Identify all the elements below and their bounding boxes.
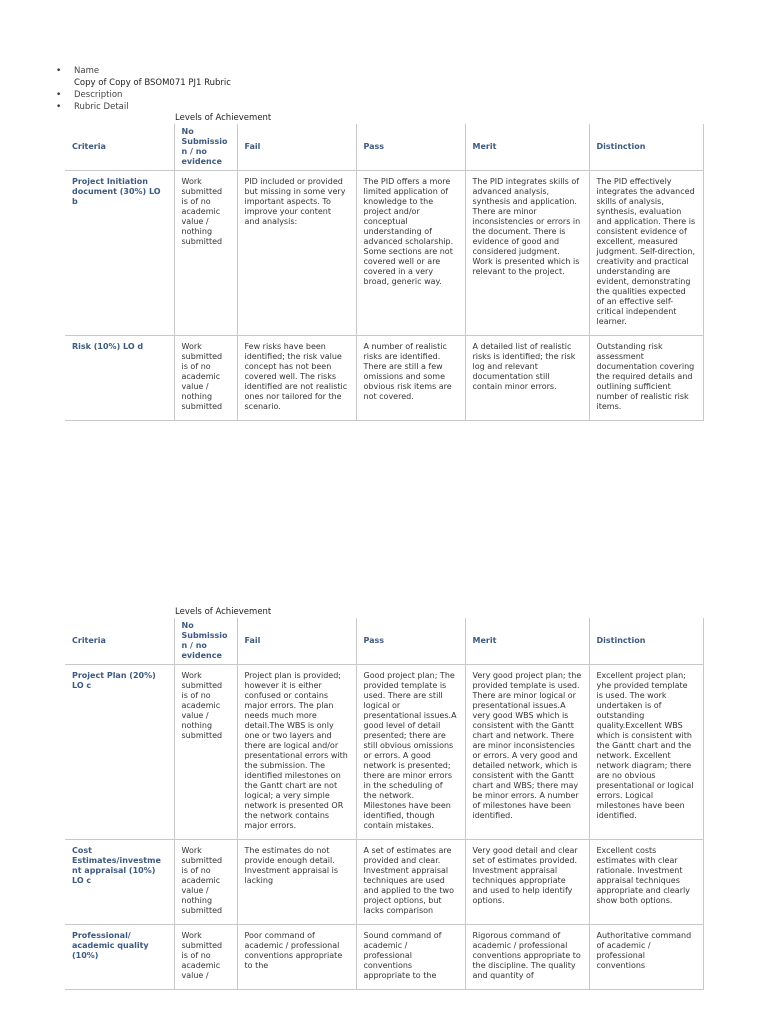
- col-header-pass: Pass: [356, 618, 465, 664]
- header-row: [65, 124, 703, 170]
- fail-cell: Project plan is provided; however it is either confused or contains major errors. The plan needs much more detail.The WBS is only one or two layers and there are logical and/or presentational errors with the submission. The identified milestones on the Gantt chart are not logical; a very simple network is presented OR the network contains major errors.: [237, 664, 356, 839]
- levels-of-achievement-heading-2: Levels of Achievement: [175, 607, 272, 617]
- col-header-fail: Fail: [237, 124, 356, 170]
- no-submission-cell: Work submitted is of no academic value /: [174, 924, 237, 989]
- distinction-cell: Outstanding risk assessment documentation covering the required details and outlining sufficient number of realistic risk items.: [589, 335, 703, 420]
- col-header-distinction: Distinction: [589, 124, 703, 170]
- criteria-cell: Cost Estimates/investment appraisal (10%) LO c: [65, 839, 174, 924]
- col-header-criteria: Criteria: [65, 124, 174, 170]
- distinction-cell: Excellent project plan; yhe provided template is used. The work undertaken is of outstanding quality.Excellent WBS which is consistent with the Gantt chart and the network. Excellent network diagram; there are no obvious presentational or logical errors. Logical milestones have been identified.: [589, 664, 703, 839]
- col-header-pass: Pass: [356, 124, 465, 170]
- fail-cell: Poor command of academic / professional conventions appropriate to the: [237, 924, 356, 989]
- merit-cell: Very good project plan; the provided template is used. There are minor logical or presentational issues.A very good WBS which is consistent with the Gantt chart and network. There are minor inconsistencies or errors. A very good and detailed network, which is consistent with the Gantt chart and WBS; there may be minor errors. A number of milestones have been identified.: [465, 664, 589, 839]
- no-submission-cell: Work submitted is of no academic value / nothing submitted: [174, 839, 237, 924]
- col-header-merit: Merit: [465, 618, 589, 664]
- rubric-fields-list: [56, 65, 231, 113]
- rubric-table-2: [65, 618, 704, 990]
- criteria-cell: Project Initiation document (30%) LO b: [65, 170, 174, 335]
- pass-cell: Good project plan; The provided template is used. There are still logical or presentational issues.A good level of detail presented; there are still obvious omissions or errors. A good network is presented; there are minor errors in the scheduling of the network. Milestones have been identified, though contain mistakes.: [356, 664, 465, 839]
- pass-cell: A number of realistic risks are identified. There are still a few omissions and some obvious risk items are not covered.: [356, 335, 465, 420]
- levels-of-achievement-heading-1: Levels of Achievement: [175, 113, 272, 123]
- table-row: [65, 335, 703, 420]
- rubric-table-1: [65, 124, 704, 421]
- fail-cell: Few risks have been identified; the risk value concept has not been covered well. The risks identified are not realistic ones nor tailored for the scenario.: [237, 335, 356, 420]
- no-submission-cell: Work submitted is of no academic value / nothing submitted: [174, 664, 237, 839]
- col-header-distinction: Distinction: [589, 618, 703, 664]
- no-submission-cell: Work submitted is of no academic value / nothing submitted: [174, 335, 237, 420]
- header-row: [65, 618, 703, 664]
- name-label: • Name: [56, 65, 231, 77]
- col-header-fail: Fail: [237, 618, 356, 664]
- col-header-criteria: Criteria: [65, 618, 174, 664]
- criteria-cell: Project Plan (20%) LO c: [65, 664, 174, 839]
- col-header-no-submission: No Submission / no evidence: [174, 618, 237, 664]
- distinction-cell: Excellent costs estimates with clear rationale. Investment appraisal techniques appropriate and clearly show both options.: [589, 839, 703, 924]
- criteria-cell: Risk (10%) LO d: [65, 335, 174, 420]
- criteria-cell: Professional/ academic quality (10%): [65, 924, 174, 989]
- table-row: [65, 924, 703, 989]
- col-header-no-submission: No Submission / no evidence: [174, 124, 237, 170]
- merit-cell: Very good detail and clear set of estimates provided. Investment appraisal techniques appropriate and used to help identify options.: [465, 839, 589, 924]
- distinction-cell: Authoritative command of academic / professional conventions: [589, 924, 703, 989]
- pass-cell: Sound command of academic / professional conventions appropriate to the: [356, 924, 465, 989]
- distinction-cell: The PID effectively integrates the advanced skills of analysis, synthesis, evaluation and application. There is consistent evidence of excellent, measured judgment. Self-direction, creativity and practical understanding are evident, demonstrating the qualities expected of an effective self-critical independent learner.: [589, 170, 703, 335]
- pass-cell: The PID offers a more limited application of knowledge to the project and/or conceptual understanding of advanced scholarship. Some sections are not covered well or are covered in a very broad, generic way.: [356, 170, 465, 335]
- rubric-name-value: Copy of Copy of BSOM071 PJ1 Rubric: [74, 78, 231, 88]
- fail-cell: PID included or provided but missing in some very important aspects. To improve your content and analysis:: [237, 170, 356, 335]
- table-row: [65, 664, 703, 839]
- merit-cell: Rigorous command of academic / professional conventions appropriate to the discipline. The quality and quantity of: [465, 924, 589, 989]
- table-row: [65, 839, 703, 924]
- no-submission-cell: Work submitted is of no academic value / nothing submitted: [174, 170, 237, 335]
- merit-cell: A detailed list of realistic risks is identified; the risk log and relevant documentation still contain minor errors.: [465, 335, 589, 420]
- description-label: • Description: [56, 89, 231, 101]
- rubric-detail-label: • Rubric Detail: [56, 101, 231, 113]
- table-row: [65, 170, 703, 335]
- col-header-merit: Merit: [465, 124, 589, 170]
- pass-cell: A set of estimates are provided and clear. Investment appraisal techniques are used and applied to the two project options, but lacks comparison: [356, 839, 465, 924]
- fail-cell: The estimates do not provide enough detail. Investment appraisal is lacking: [237, 839, 356, 924]
- merit-cell: The PID integrates skills of advanced analysis, synthesis and application. There are minor inconsistencies or errors in the document. There is evidence of good and considered judgment. Work is presented which is relevant to the project.: [465, 170, 589, 335]
